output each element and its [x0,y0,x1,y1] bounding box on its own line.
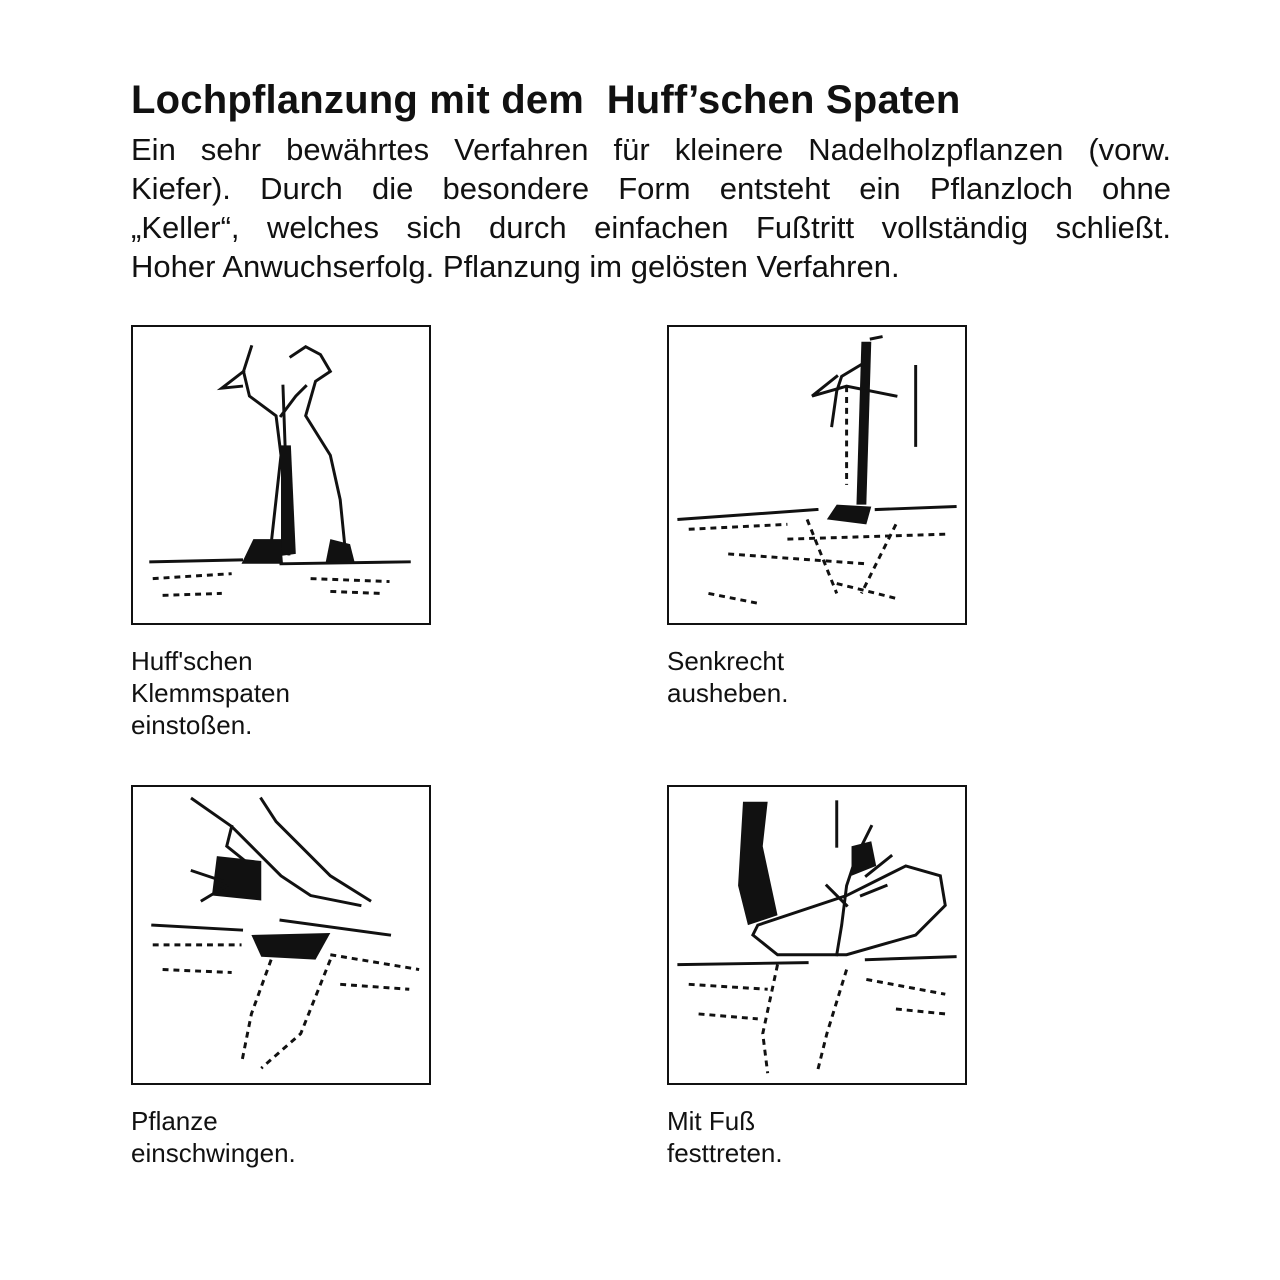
caption-line: Senkrecht [667,646,785,676]
intro-line: „Keller“, welches sich durch einfachen Fußtritt vollständig schließt. [131,210,1171,245]
step-2-caption [667,645,788,709]
step-4-caption [667,1105,783,1169]
step-3-caption [131,1105,296,1169]
intro-line: Hoher Anwuchserfolg. Pflanzung im gelösten Verfahren. [131,249,900,284]
step-2-illustration [667,325,967,625]
caption-line: einstoßen. [131,710,253,740]
intro-line: Ein sehr bewährtes Verfahren für kleinere Nadelholzpflanzen (vorw. [131,132,1171,167]
caption-line: Klemmspaten [131,678,290,708]
spade-insert-drawing [133,327,429,623]
caption-line: festtreten. [667,1138,783,1168]
intro-paragraph [131,130,1171,286]
step-1-caption [131,645,290,741]
step-3-illustration [131,785,431,1085]
step-1-illustration [131,325,431,625]
spade-lift-drawing [669,327,965,623]
page-title: Lochpflanzung mit dem Huff’schen Spaten [131,78,961,122]
caption-line: Huff'schen [131,646,253,676]
caption-line: ausheben. [667,678,789,708]
plant-insert-drawing [133,787,429,1083]
caption-line: Mit Fuß [667,1106,756,1136]
step-4-illustration [667,785,967,1085]
intro-line: Kiefer). Durch die besondere Form entsteht ein Pflanzloch ohne [131,171,1171,206]
caption-line: Pflanze [131,1106,218,1136]
foot-tread-drawing [669,787,965,1083]
caption-line: einschwingen. [131,1138,296,1168]
